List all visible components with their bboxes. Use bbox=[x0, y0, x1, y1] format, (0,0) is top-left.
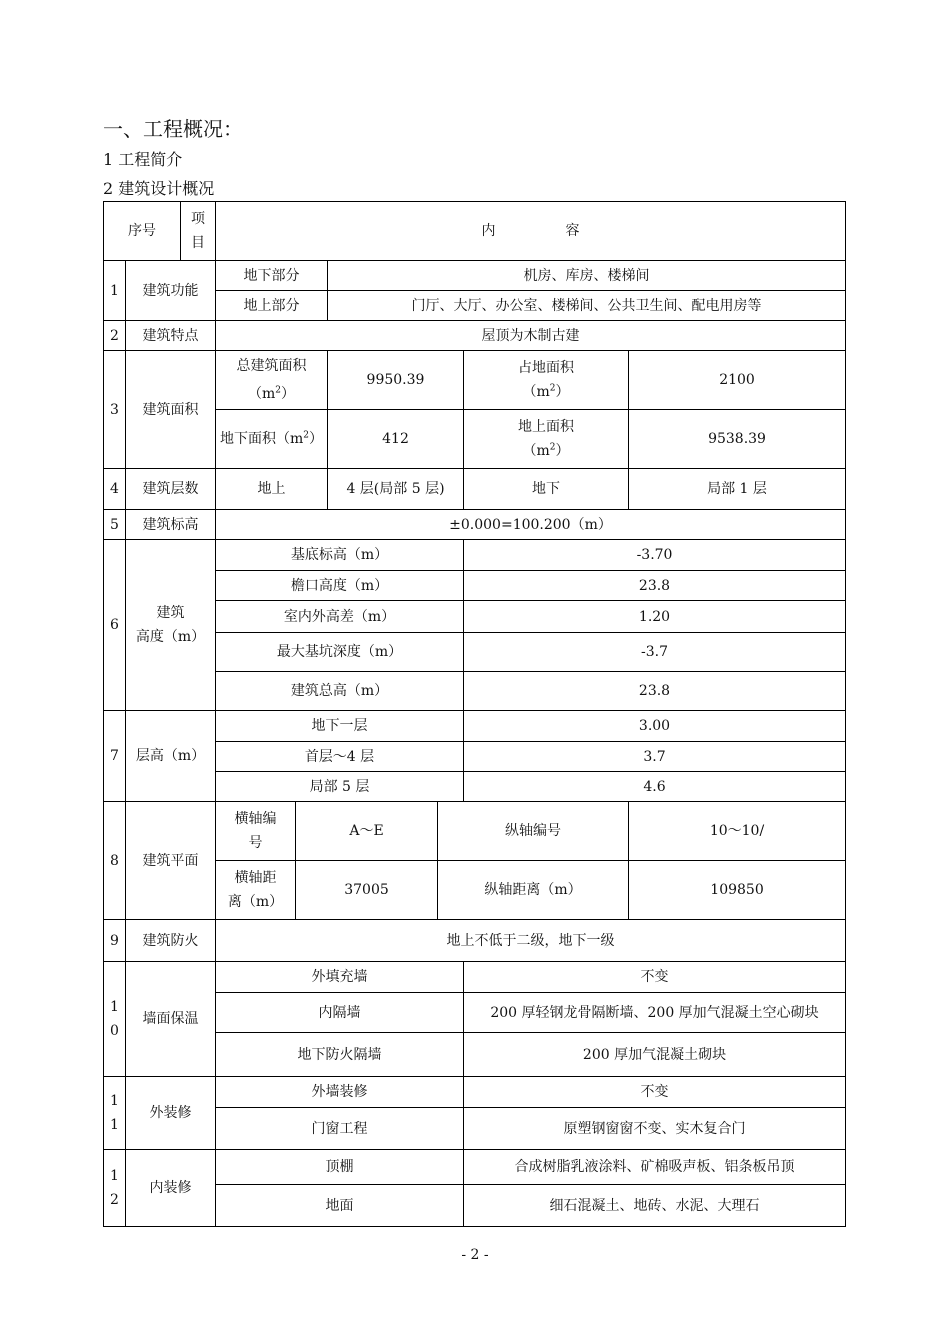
table-row bbox=[104, 711, 846, 742]
cell-value: 局部 1 层 bbox=[629, 469, 846, 510]
cell-value: 不变 bbox=[464, 962, 846, 993]
cell-value: ±0.000=100.200（m） bbox=[216, 510, 846, 540]
row-name: 建筑平面 bbox=[126, 802, 216, 920]
table-row bbox=[104, 1033, 846, 1077]
section-title: 一、工程概况： bbox=[103, 117, 243, 141]
cell-value: 地上不低于二级，地下一级 bbox=[216, 920, 846, 962]
table-row bbox=[104, 291, 846, 321]
header-content: 内 容 bbox=[216, 202, 846, 261]
row-name: 建筑层数 bbox=[126, 469, 216, 510]
table-row bbox=[104, 261, 846, 291]
header-item: 项 目 bbox=[181, 202, 216, 261]
cell-label: 地下防火隔墙 bbox=[216, 1033, 464, 1077]
cell-value: -3.7 bbox=[464, 633, 846, 672]
table-row bbox=[104, 571, 846, 601]
subsection-title-1: 1 工程简介 bbox=[103, 150, 183, 169]
row-number: 4 bbox=[104, 469, 126, 510]
cell-label: 地下 bbox=[464, 469, 629, 510]
cell-label: 地下面积$(m^2)$ bbox=[216, 410, 328, 469]
cell-label: 横轴距 离（m） bbox=[216, 861, 296, 920]
row-number: 3 bbox=[104, 351, 126, 469]
table-row bbox=[104, 920, 846, 962]
cell-value: 412 bbox=[328, 410, 464, 469]
cell-value: 200 厚轻钢龙骨隔断墙、200 厚加气混凝土空心砌块 bbox=[464, 993, 846, 1033]
table-row bbox=[104, 601, 846, 633]
row-number: 1 bbox=[104, 261, 126, 321]
row-name: 层高（m） bbox=[126, 711, 216, 802]
table-row bbox=[104, 962, 846, 993]
cell-value: 109850 bbox=[629, 861, 846, 920]
row-name: 外装修 bbox=[126, 1077, 216, 1150]
cell-label: 首层～4 层 bbox=[216, 742, 464, 772]
row-name: 建筑功能 bbox=[126, 261, 216, 321]
cell-value: 9950.39 bbox=[328, 351, 464, 410]
row-name: 建筑 高度（m） bbox=[126, 540, 216, 711]
row-number: 1 1 bbox=[104, 1077, 126, 1150]
cell-value: 门厅、大厅、办公室、楼梯间、公共卫生间、配电用房等 bbox=[328, 291, 846, 321]
cell-label: 外填充墙 bbox=[216, 962, 464, 993]
building-design-table bbox=[103, 201, 846, 1227]
cell-label: 建筑总高（m） bbox=[216, 672, 464, 711]
cell-value: 合成树脂乳液涂料、矿棉吸声板、铝条板吊顶 bbox=[464, 1150, 846, 1185]
cell-value: 4.6 bbox=[464, 772, 846, 802]
cell-value: 不变 bbox=[464, 1077, 846, 1108]
cell-label: 门窗工程 bbox=[216, 1108, 464, 1150]
cell-label: 占地面积 $(m^2)$ bbox=[464, 351, 629, 410]
cell-label: 地面 bbox=[216, 1185, 464, 1227]
cell-value: 23.8 bbox=[464, 672, 846, 711]
cell-value: -3.70 bbox=[464, 540, 846, 571]
table-row bbox=[104, 351, 846, 410]
table-row bbox=[104, 510, 846, 540]
cell-label: 檐口高度（m） bbox=[216, 571, 464, 601]
cell-label: 地上面积 $(m^2)$ bbox=[464, 410, 629, 469]
cell-value: 4 层(局部 5 层) bbox=[328, 469, 464, 510]
cell-value: 10～10/ bbox=[629, 802, 846, 861]
table-row bbox=[104, 993, 846, 1033]
subsection-title-2: 2 建筑设计概况 bbox=[103, 179, 215, 198]
cell-value: 9538.39 bbox=[629, 410, 846, 469]
cell-label: 横轴编 号 bbox=[216, 802, 296, 861]
table-row bbox=[104, 1108, 846, 1150]
cell-label: 地下一层 bbox=[216, 711, 464, 742]
row-name: 建筑特点 bbox=[126, 321, 216, 351]
row-number: 1 0 bbox=[104, 962, 126, 1077]
cell-value: 200 厚加气混凝土砌块 bbox=[464, 1033, 846, 1077]
row-number: 1 2 bbox=[104, 1150, 126, 1227]
table-row bbox=[104, 742, 846, 772]
table-row bbox=[104, 772, 846, 802]
table-row bbox=[104, 410, 846, 469]
cell-value: 23.8 bbox=[464, 571, 846, 601]
table-row bbox=[104, 1185, 846, 1227]
row-number: 8 bbox=[104, 802, 126, 920]
table-row bbox=[104, 1077, 846, 1108]
row-name: 建筑防火 bbox=[126, 920, 216, 962]
cell-label: 地上 bbox=[216, 469, 328, 510]
table-row bbox=[104, 802, 846, 861]
table-row bbox=[104, 469, 846, 510]
table-row bbox=[104, 1150, 846, 1185]
row-name: 内装修 bbox=[126, 1150, 216, 1227]
cell-value: 屋顶为木制古建 bbox=[216, 321, 846, 351]
cell-label: 顶棚 bbox=[216, 1150, 464, 1185]
cell-value: 3.00 bbox=[464, 711, 846, 742]
cell-label: 纵轴编号 bbox=[438, 802, 629, 861]
cell-value: 机房、库房、楼梯间 bbox=[328, 261, 846, 291]
cell-value: 细石混凝土、地砖、水泥、大理石 bbox=[464, 1185, 846, 1227]
cell-value: A～E bbox=[296, 802, 438, 861]
row-name: 建筑面积 bbox=[126, 351, 216, 469]
cell-label: 内隔墙 bbox=[216, 993, 464, 1033]
cell-label: 局部 5 层 bbox=[216, 772, 464, 802]
row-number: 5 bbox=[104, 510, 126, 540]
cell-value: 3.7 bbox=[464, 742, 846, 772]
cell-label: 总建筑面积$(m^2)$ bbox=[216, 351, 328, 410]
cell-label: 地下部分 bbox=[216, 261, 328, 291]
row-number: 9 bbox=[104, 920, 126, 962]
cell-label: 纵轴距离（m） bbox=[438, 861, 629, 920]
cell-value: 37005 bbox=[296, 861, 438, 920]
table-row bbox=[104, 861, 846, 920]
cell-label: 室内外高差（m） bbox=[216, 601, 464, 633]
cell-label: 最大基坑深度（m） bbox=[216, 633, 464, 672]
table-row bbox=[104, 321, 846, 351]
table-header-row bbox=[104, 202, 846, 261]
table-row bbox=[104, 672, 846, 711]
row-number: 2 bbox=[104, 321, 126, 351]
cell-value: 原塑钢窗窗不变、实木复合门 bbox=[464, 1108, 846, 1150]
row-name: 建筑标高 bbox=[126, 510, 216, 540]
table-row bbox=[104, 633, 846, 672]
cell-value: 1.20 bbox=[464, 601, 846, 633]
cell-label: 基底标高（m） bbox=[216, 540, 464, 571]
cell-value: 2100 bbox=[629, 351, 846, 410]
table-row bbox=[104, 540, 846, 571]
cell-label: 外墙装修 bbox=[216, 1077, 464, 1108]
header-no: 序号 bbox=[104, 202, 181, 261]
page-number: - 2 - bbox=[461, 1247, 489, 1263]
row-number: 6 bbox=[104, 540, 126, 711]
row-number: 7 bbox=[104, 711, 126, 802]
cell-label: 地上部分 bbox=[216, 291, 328, 321]
row-name: 墙面保温 bbox=[126, 962, 216, 1077]
